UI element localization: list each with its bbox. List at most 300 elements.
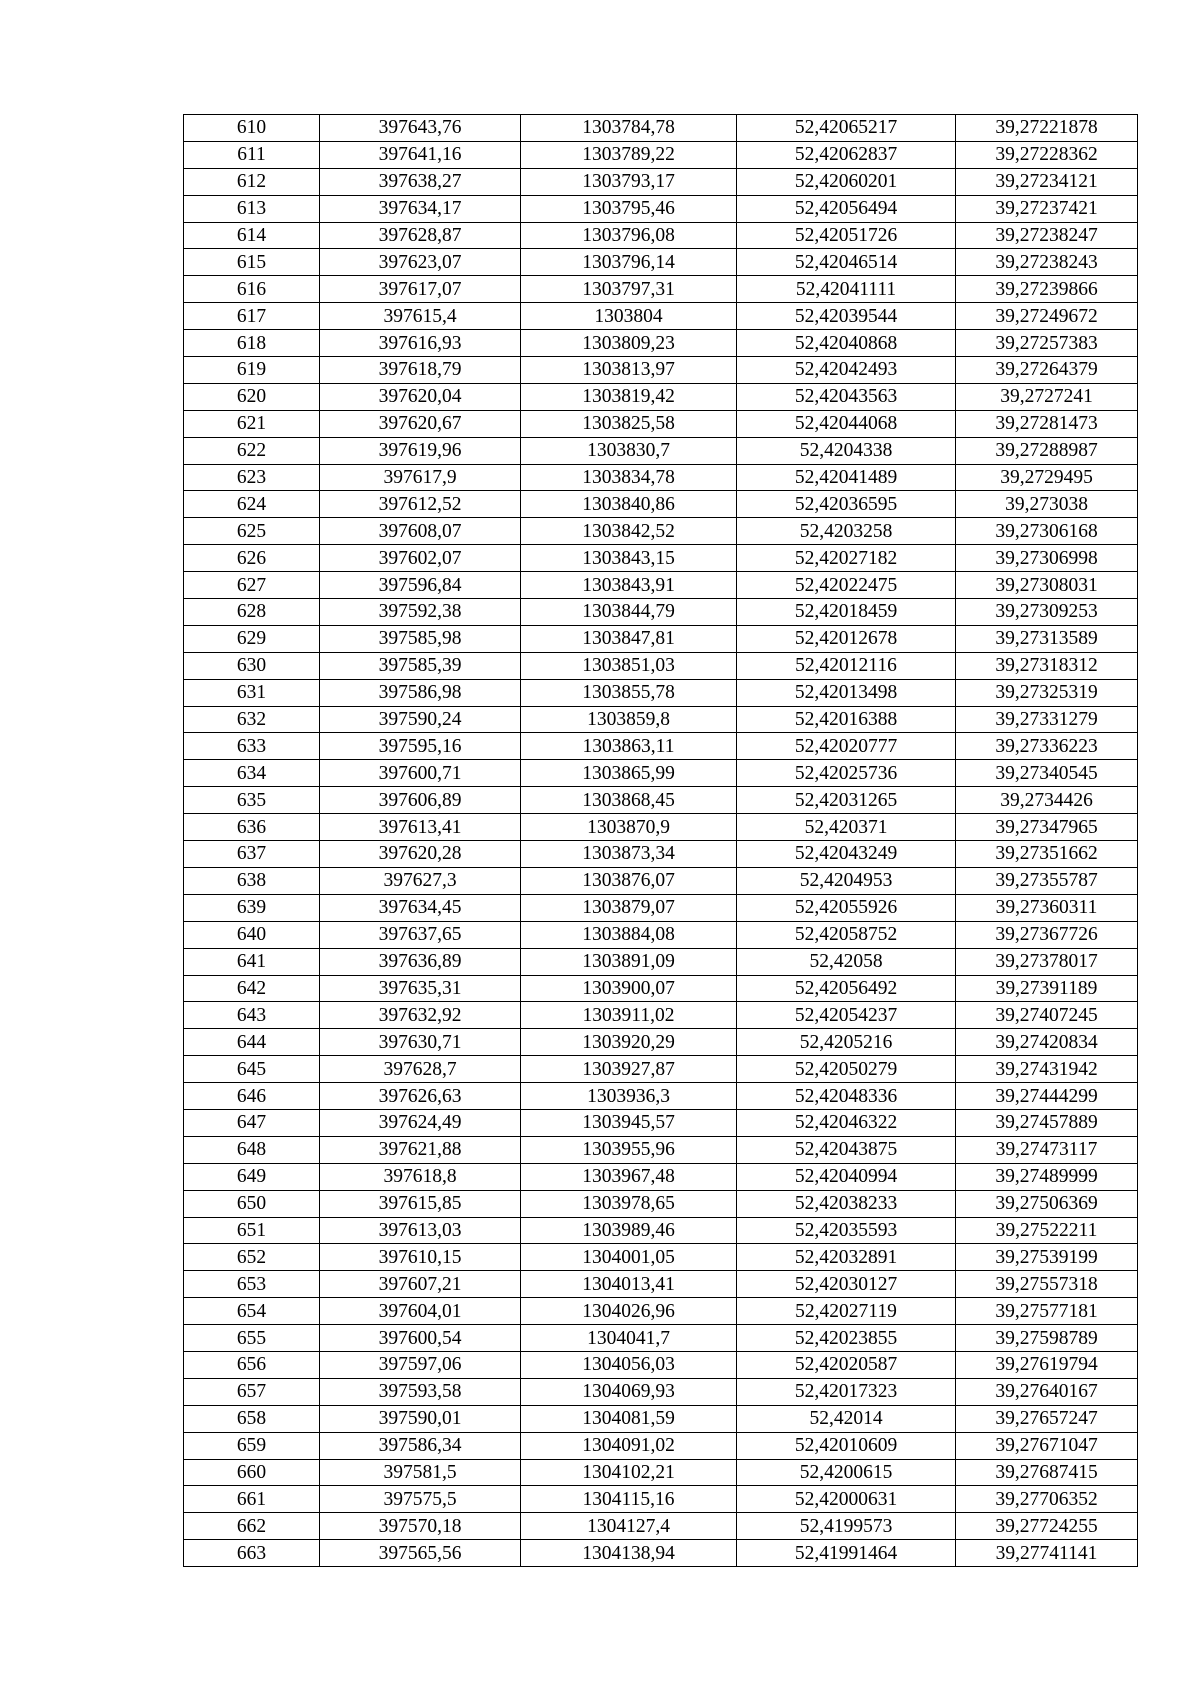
y-coordinate-cell: 1303876,07 <box>521 867 737 894</box>
x-coordinate-cell: 397596,84 <box>320 572 521 599</box>
table-row <box>184 1136 1138 1163</box>
longitude-cell: 39,27506369 <box>956 1190 1138 1217</box>
x-coordinate-cell: 397565,56 <box>320 1540 521 1567</box>
point-number-cell: 633 <box>184 733 320 760</box>
y-coordinate-cell: 1303900,07 <box>521 975 737 1002</box>
longitude-cell: 39,27640167 <box>956 1378 1138 1405</box>
x-coordinate-cell: 397627,3 <box>320 867 521 894</box>
table-row <box>184 1459 1138 1486</box>
x-coordinate-cell: 397600,71 <box>320 760 521 787</box>
point-number-cell: 626 <box>184 545 320 572</box>
longitude-cell: 39,27351662 <box>956 841 1138 868</box>
y-coordinate-cell: 1303978,65 <box>521 1190 737 1217</box>
table-row <box>184 1325 1138 1352</box>
longitude-cell: 39,27331279 <box>956 706 1138 733</box>
table-row <box>184 760 1138 787</box>
y-coordinate-cell: 1303989,46 <box>521 1217 737 1244</box>
longitude-cell: 39,27457889 <box>956 1109 1138 1136</box>
y-coordinate-cell: 1304091,02 <box>521 1432 737 1459</box>
y-coordinate-cell: 1303955,96 <box>521 1136 737 1163</box>
latitude-cell: 52,42056492 <box>737 975 956 1002</box>
table-row <box>184 706 1138 733</box>
point-number-cell: 635 <box>184 787 320 814</box>
table-row <box>184 1405 1138 1432</box>
table-row <box>184 1217 1138 1244</box>
point-number-cell: 653 <box>184 1271 320 1298</box>
x-coordinate-cell: 397618,79 <box>320 357 521 384</box>
longitude-cell: 39,27577181 <box>956 1298 1138 1325</box>
x-coordinate-cell: 397585,98 <box>320 625 521 652</box>
x-coordinate-cell: 397630,71 <box>320 1029 521 1056</box>
latitude-cell: 52,4204338 <box>737 437 956 464</box>
latitude-cell: 52,42046514 <box>737 249 956 276</box>
latitude-cell: 52,42041111 <box>737 276 956 303</box>
longitude-cell: 39,27325319 <box>956 679 1138 706</box>
point-number-cell: 632 <box>184 706 320 733</box>
y-coordinate-cell: 1304081,59 <box>521 1405 737 1432</box>
latitude-cell: 52,41991464 <box>737 1540 956 1567</box>
longitude-cell: 39,27706352 <box>956 1486 1138 1513</box>
longitude-cell: 39,27238247 <box>956 222 1138 249</box>
x-coordinate-cell: 397620,04 <box>320 383 521 410</box>
point-number-cell: 624 <box>184 491 320 518</box>
latitude-cell: 52,42020587 <box>737 1351 956 1378</box>
table-row <box>184 1378 1138 1405</box>
x-coordinate-cell: 397616,93 <box>320 330 521 357</box>
latitude-cell: 52,42056494 <box>737 195 956 222</box>
y-coordinate-cell: 1303796,08 <box>521 222 737 249</box>
x-coordinate-cell: 397610,15 <box>320 1244 521 1271</box>
x-coordinate-cell: 397604,01 <box>320 1298 521 1325</box>
table-row <box>184 679 1138 706</box>
y-coordinate-cell: 1304001,05 <box>521 1244 737 1271</box>
point-number-cell: 613 <box>184 195 320 222</box>
point-number-cell: 628 <box>184 599 320 626</box>
table-row <box>184 1002 1138 1029</box>
x-coordinate-cell: 397618,8 <box>320 1163 521 1190</box>
table-row <box>184 1513 1138 1540</box>
y-coordinate-cell: 1303844,79 <box>521 599 737 626</box>
table-row <box>184 383 1138 410</box>
longitude-cell: 39,27340545 <box>956 760 1138 787</box>
x-coordinate-cell: 397617,9 <box>320 464 521 491</box>
latitude-cell: 52,42054237 <box>737 1002 956 1029</box>
table-row <box>184 975 1138 1002</box>
longitude-cell: 39,27724255 <box>956 1513 1138 1540</box>
x-coordinate-cell: 397632,92 <box>320 1002 521 1029</box>
x-coordinate-cell: 397620,28 <box>320 841 521 868</box>
y-coordinate-cell: 1303843,15 <box>521 545 737 572</box>
point-number-cell: 638 <box>184 867 320 894</box>
table-row <box>184 276 1138 303</box>
y-coordinate-cell: 1303859,8 <box>521 706 737 733</box>
latitude-cell: 52,42036595 <box>737 491 956 518</box>
table-row <box>184 410 1138 437</box>
point-number-cell: 652 <box>184 1244 320 1271</box>
latitude-cell: 52,42032891 <box>737 1244 956 1271</box>
y-coordinate-cell: 1304102,21 <box>521 1459 737 1486</box>
latitude-cell: 52,42027182 <box>737 545 956 572</box>
longitude-cell: 39,27473117 <box>956 1136 1138 1163</box>
longitude-cell: 39,27239866 <box>956 276 1138 303</box>
table-row <box>184 141 1138 168</box>
latitude-cell: 52,42027119 <box>737 1298 956 1325</box>
latitude-cell: 52,42051726 <box>737 222 956 249</box>
x-coordinate-cell: 397626,63 <box>320 1083 521 1110</box>
latitude-cell: 52,42046322 <box>737 1109 956 1136</box>
y-coordinate-cell: 1304115,16 <box>521 1486 737 1513</box>
coordinates-table-body <box>184 115 1138 1567</box>
point-number-cell: 618 <box>184 330 320 357</box>
latitude-cell: 52,42043875 <box>737 1136 956 1163</box>
table-row <box>184 491 1138 518</box>
table-row <box>184 948 1138 975</box>
latitude-cell: 52,42000631 <box>737 1486 956 1513</box>
longitude-cell: 39,27378017 <box>956 948 1138 975</box>
longitude-cell: 39,27671047 <box>956 1432 1138 1459</box>
table-row <box>184 1163 1138 1190</box>
y-coordinate-cell: 1303793,17 <box>521 168 737 195</box>
table-row <box>184 733 1138 760</box>
y-coordinate-cell: 1304013,41 <box>521 1271 737 1298</box>
latitude-cell: 52,42038233 <box>737 1190 956 1217</box>
table-row <box>184 195 1138 222</box>
point-number-cell: 644 <box>184 1029 320 1056</box>
latitude-cell: 52,42035593 <box>737 1217 956 1244</box>
x-coordinate-cell: 397590,24 <box>320 706 521 733</box>
point-number-cell: 648 <box>184 1136 320 1163</box>
table-row <box>184 572 1138 599</box>
point-number-cell: 658 <box>184 1405 320 1432</box>
point-number-cell: 610 <box>184 115 320 142</box>
table-row <box>184 222 1138 249</box>
point-number-cell: 617 <box>184 303 320 330</box>
latitude-cell: 52,42055926 <box>737 894 956 921</box>
longitude-cell: 39,2727241 <box>956 383 1138 410</box>
longitude-cell: 39,27657247 <box>956 1405 1138 1432</box>
y-coordinate-cell: 1303840,86 <box>521 491 737 518</box>
longitude-cell: 39,27309253 <box>956 599 1138 626</box>
longitude-cell: 39,27228362 <box>956 141 1138 168</box>
x-coordinate-cell: 397612,52 <box>320 491 521 518</box>
y-coordinate-cell: 1304056,03 <box>521 1351 737 1378</box>
y-coordinate-cell: 1303851,03 <box>521 652 737 679</box>
point-number-cell: 641 <box>184 948 320 975</box>
latitude-cell: 52,42043249 <box>737 841 956 868</box>
y-coordinate-cell: 1304069,93 <box>521 1378 737 1405</box>
latitude-cell: 52,42041489 <box>737 464 956 491</box>
table-row <box>184 357 1138 384</box>
latitude-cell: 52,42030127 <box>737 1271 956 1298</box>
x-coordinate-cell: 397635,31 <box>320 975 521 1002</box>
latitude-cell: 52,42022475 <box>737 572 956 599</box>
point-number-cell: 651 <box>184 1217 320 1244</box>
latitude-cell: 52,42014 <box>737 1405 956 1432</box>
x-coordinate-cell: 397634,45 <box>320 894 521 921</box>
x-coordinate-cell: 397581,5 <box>320 1459 521 1486</box>
latitude-cell: 52,42017323 <box>737 1378 956 1405</box>
table-row <box>184 545 1138 572</box>
latitude-cell: 52,42031265 <box>737 787 956 814</box>
point-number-cell: 627 <box>184 572 320 599</box>
y-coordinate-cell: 1303797,31 <box>521 276 737 303</box>
point-number-cell: 663 <box>184 1540 320 1567</box>
x-coordinate-cell: 397621,88 <box>320 1136 521 1163</box>
point-number-cell: 657 <box>184 1378 320 1405</box>
x-coordinate-cell: 397613,03 <box>320 1217 521 1244</box>
y-coordinate-cell: 1303842,52 <box>521 518 737 545</box>
table-row <box>184 599 1138 626</box>
table-row <box>184 1432 1138 1459</box>
longitude-cell: 39,27444299 <box>956 1083 1138 1110</box>
x-coordinate-cell: 397624,49 <box>320 1109 521 1136</box>
longitude-cell: 39,27598789 <box>956 1325 1138 1352</box>
longitude-cell: 39,27391189 <box>956 975 1138 1002</box>
x-coordinate-cell: 397590,01 <box>320 1405 521 1432</box>
point-number-cell: 662 <box>184 1513 320 1540</box>
longitude-cell: 39,27687415 <box>956 1459 1138 1486</box>
longitude-cell: 39,27281473 <box>956 410 1138 437</box>
y-coordinate-cell: 1303834,78 <box>521 464 737 491</box>
latitude-cell: 52,42013498 <box>737 679 956 706</box>
table-row <box>184 1351 1138 1378</box>
longitude-cell: 39,27306168 <box>956 518 1138 545</box>
longitude-cell: 39,27539199 <box>956 1244 1138 1271</box>
point-number-cell: 620 <box>184 383 320 410</box>
table-row <box>184 518 1138 545</box>
longitude-cell: 39,2734426 <box>956 787 1138 814</box>
table-row <box>184 921 1138 948</box>
table-row <box>184 841 1138 868</box>
x-coordinate-cell: 397623,07 <box>320 249 521 276</box>
longitude-cell: 39,27264379 <box>956 357 1138 384</box>
latitude-cell: 52,4200615 <box>737 1459 956 1486</box>
point-number-cell: 621 <box>184 410 320 437</box>
latitude-cell: 52,42010609 <box>737 1432 956 1459</box>
x-coordinate-cell: 397637,65 <box>320 921 521 948</box>
latitude-cell: 52,4203258 <box>737 518 956 545</box>
latitude-cell: 52,42025736 <box>737 760 956 787</box>
latitude-cell: 52,42043563 <box>737 383 956 410</box>
point-number-cell: 656 <box>184 1351 320 1378</box>
latitude-cell: 52,4205216 <box>737 1029 956 1056</box>
x-coordinate-cell: 397606,89 <box>320 787 521 814</box>
point-number-cell: 659 <box>184 1432 320 1459</box>
point-number-cell: 616 <box>184 276 320 303</box>
point-number-cell: 640 <box>184 921 320 948</box>
x-coordinate-cell: 397617,07 <box>320 276 521 303</box>
y-coordinate-cell: 1303870,9 <box>521 814 737 841</box>
point-number-cell: 636 <box>184 814 320 841</box>
x-coordinate-cell: 397600,54 <box>320 1325 521 1352</box>
longitude-cell: 39,27489999 <box>956 1163 1138 1190</box>
y-coordinate-cell: 1303789,22 <box>521 141 737 168</box>
x-coordinate-cell: 397620,67 <box>320 410 521 437</box>
point-number-cell: 625 <box>184 518 320 545</box>
point-number-cell: 611 <box>184 141 320 168</box>
longitude-cell: 39,27367726 <box>956 921 1138 948</box>
table-row <box>184 168 1138 195</box>
point-number-cell: 615 <box>184 249 320 276</box>
x-coordinate-cell: 397575,5 <box>320 1486 521 1513</box>
longitude-cell: 39,27249672 <box>956 303 1138 330</box>
latitude-cell: 52,42060201 <box>737 168 956 195</box>
x-coordinate-cell: 397628,7 <box>320 1056 521 1083</box>
longitude-cell: 39,27360311 <box>956 894 1138 921</box>
point-number-cell: 642 <box>184 975 320 1002</box>
y-coordinate-cell: 1303873,34 <box>521 841 737 868</box>
point-number-cell: 623 <box>184 464 320 491</box>
y-coordinate-cell: 1303825,58 <box>521 410 737 437</box>
point-number-cell: 660 <box>184 1459 320 1486</box>
y-coordinate-cell: 1303855,78 <box>521 679 737 706</box>
latitude-cell: 52,420371 <box>737 814 956 841</box>
x-coordinate-cell: 397638,27 <box>320 168 521 195</box>
y-coordinate-cell: 1303936,3 <box>521 1083 737 1110</box>
latitude-cell: 52,4204953 <box>737 867 956 894</box>
y-coordinate-cell: 1303809,23 <box>521 330 737 357</box>
longitude-cell: 39,27318312 <box>956 652 1138 679</box>
latitude-cell: 52,42058752 <box>737 921 956 948</box>
longitude-cell: 39,27420834 <box>956 1029 1138 1056</box>
x-coordinate-cell: 397585,39 <box>320 652 521 679</box>
x-coordinate-cell: 397615,85 <box>320 1190 521 1217</box>
point-number-cell: 612 <box>184 168 320 195</box>
point-number-cell: 647 <box>184 1109 320 1136</box>
point-number-cell: 619 <box>184 357 320 384</box>
y-coordinate-cell: 1303879,07 <box>521 894 737 921</box>
y-coordinate-cell: 1303920,29 <box>521 1029 737 1056</box>
longitude-cell: 39,27238243 <box>956 249 1138 276</box>
longitude-cell: 39,27557318 <box>956 1271 1138 1298</box>
point-number-cell: 655 <box>184 1325 320 1352</box>
x-coordinate-cell: 397595,16 <box>320 733 521 760</box>
x-coordinate-cell: 397634,17 <box>320 195 521 222</box>
x-coordinate-cell: 397592,38 <box>320 599 521 626</box>
x-coordinate-cell: 397641,16 <box>320 141 521 168</box>
y-coordinate-cell: 1303795,46 <box>521 195 737 222</box>
x-coordinate-cell: 397607,21 <box>320 1271 521 1298</box>
longitude-cell: 39,27619794 <box>956 1351 1138 1378</box>
y-coordinate-cell: 1304138,94 <box>521 1540 737 1567</box>
x-coordinate-cell: 397636,89 <box>320 948 521 975</box>
point-number-cell: 631 <box>184 679 320 706</box>
point-number-cell: 639 <box>184 894 320 921</box>
longitude-cell: 39,27407245 <box>956 1002 1138 1029</box>
table-row <box>184 1540 1138 1567</box>
y-coordinate-cell: 1303884,08 <box>521 921 737 948</box>
longitude-cell: 39,27234121 <box>956 168 1138 195</box>
x-coordinate-cell: 397593,58 <box>320 1378 521 1405</box>
y-coordinate-cell: 1304127,4 <box>521 1513 737 1540</box>
table-row <box>184 1244 1138 1271</box>
y-coordinate-cell: 1304041,7 <box>521 1325 737 1352</box>
latitude-cell: 52,42062837 <box>737 141 956 168</box>
latitude-cell: 52,42016388 <box>737 706 956 733</box>
x-coordinate-cell: 397597,06 <box>320 1351 521 1378</box>
table-row <box>184 652 1138 679</box>
latitude-cell: 52,42065217 <box>737 115 956 142</box>
point-number-cell: 614 <box>184 222 320 249</box>
longitude-cell: 39,27431942 <box>956 1056 1138 1083</box>
table-row <box>184 1298 1138 1325</box>
table-row <box>184 1056 1138 1083</box>
coordinates-table <box>183 114 1138 1567</box>
x-coordinate-cell: 397570,18 <box>320 1513 521 1540</box>
y-coordinate-cell: 1303796,14 <box>521 249 737 276</box>
point-number-cell: 645 <box>184 1056 320 1083</box>
table-row <box>184 1486 1138 1513</box>
longitude-cell: 39,27336223 <box>956 733 1138 760</box>
y-coordinate-cell: 1303804 <box>521 303 737 330</box>
longitude-cell: 39,27355787 <box>956 867 1138 894</box>
point-number-cell: 646 <box>184 1083 320 1110</box>
latitude-cell: 52,42044068 <box>737 410 956 437</box>
point-number-cell: 622 <box>184 437 320 464</box>
table-row <box>184 1109 1138 1136</box>
longitude-cell: 39,27741141 <box>956 1540 1138 1567</box>
table-row <box>184 1029 1138 1056</box>
y-coordinate-cell: 1303830,7 <box>521 437 737 464</box>
y-coordinate-cell: 1303819,42 <box>521 383 737 410</box>
y-coordinate-cell: 1303967,48 <box>521 1163 737 1190</box>
table-row <box>184 249 1138 276</box>
point-number-cell: 643 <box>184 1002 320 1029</box>
point-number-cell: 661 <box>184 1486 320 1513</box>
table-row <box>184 867 1138 894</box>
table-row <box>184 787 1138 814</box>
longitude-cell: 39,27522211 <box>956 1217 1138 1244</box>
longitude-cell: 39,27313589 <box>956 625 1138 652</box>
y-coordinate-cell: 1303843,91 <box>521 572 737 599</box>
table-row <box>184 437 1138 464</box>
longitude-cell: 39,27347965 <box>956 814 1138 841</box>
x-coordinate-cell: 397586,98 <box>320 679 521 706</box>
point-number-cell: 630 <box>184 652 320 679</box>
latitude-cell: 52,4199573 <box>737 1513 956 1540</box>
latitude-cell: 52,42040868 <box>737 330 956 357</box>
latitude-cell: 52,42048336 <box>737 1083 956 1110</box>
point-number-cell: 650 <box>184 1190 320 1217</box>
longitude-cell: 39,27306998 <box>956 545 1138 572</box>
y-coordinate-cell: 1303945,57 <box>521 1109 737 1136</box>
y-coordinate-cell: 1304026,96 <box>521 1298 737 1325</box>
latitude-cell: 52,42020777 <box>737 733 956 760</box>
y-coordinate-cell: 1303865,99 <box>521 760 737 787</box>
x-coordinate-cell: 397619,96 <box>320 437 521 464</box>
y-coordinate-cell: 1303813,97 <box>521 357 737 384</box>
table-row <box>184 625 1138 652</box>
longitude-cell: 39,273038 <box>956 491 1138 518</box>
table-row <box>184 1271 1138 1298</box>
latitude-cell: 52,42042493 <box>737 357 956 384</box>
x-coordinate-cell: 397602,07 <box>320 545 521 572</box>
point-number-cell: 654 <box>184 1298 320 1325</box>
table-row <box>184 894 1138 921</box>
y-coordinate-cell: 1303911,02 <box>521 1002 737 1029</box>
y-coordinate-cell: 1303927,87 <box>521 1056 737 1083</box>
table-row <box>184 330 1138 357</box>
table-row <box>184 1190 1138 1217</box>
longitude-cell: 39,27237421 <box>956 195 1138 222</box>
latitude-cell: 52,42050279 <box>737 1056 956 1083</box>
table-row <box>184 814 1138 841</box>
y-coordinate-cell: 1303784,78 <box>521 115 737 142</box>
longitude-cell: 39,2729495 <box>956 464 1138 491</box>
point-number-cell: 649 <box>184 1163 320 1190</box>
latitude-cell: 52,42018459 <box>737 599 956 626</box>
longitude-cell: 39,27257383 <box>956 330 1138 357</box>
